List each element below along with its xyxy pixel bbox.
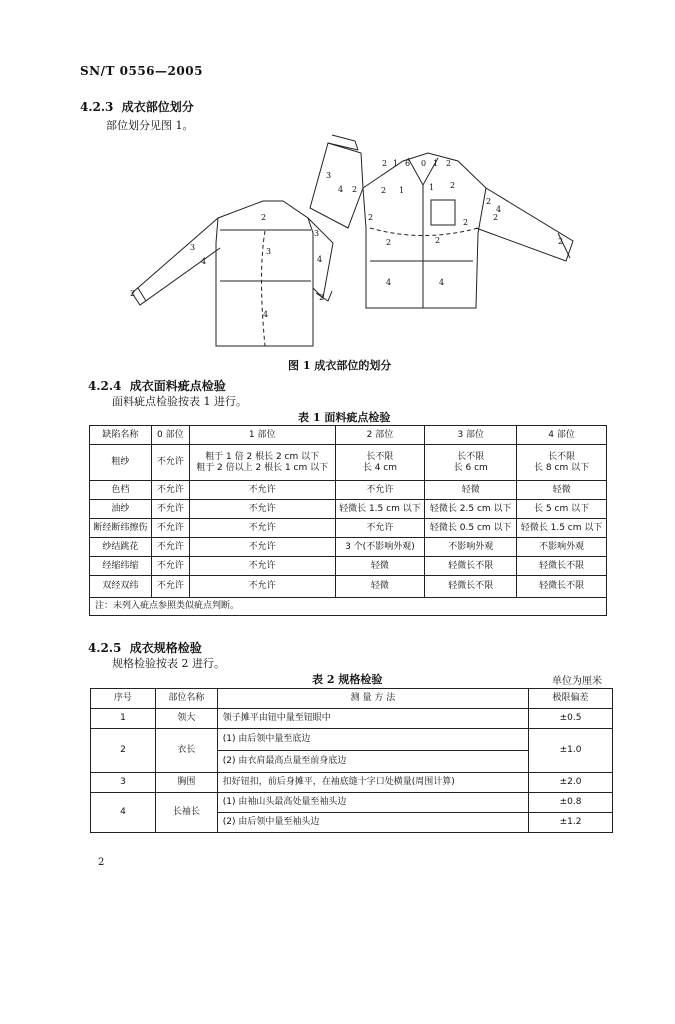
front-waist-line	[370, 228, 478, 236]
table-cell: 断经断纬擦伤	[90, 519, 152, 538]
table-row	[90, 445, 607, 481]
table-row	[90, 557, 607, 576]
tolerance-cell: ±0.5	[529, 709, 613, 729]
table-row	[91, 709, 613, 729]
table-cell: 轻微	[335, 557, 425, 576]
table-cell: 不允许	[151, 519, 189, 538]
table-cell: 不允许	[189, 557, 335, 576]
table-cell: 不允许	[151, 481, 189, 500]
table-cell: 不允许	[335, 481, 425, 500]
table-cell: 轻微长不限	[517, 557, 607, 576]
table-cell: 长不限 长 4 cm	[335, 445, 425, 481]
method-cell: 领子摊平由钮中量至钮眼中	[217, 709, 528, 729]
table-cell: 轻微	[425, 481, 517, 500]
tolerance-cell: ±1.2	[529, 813, 613, 833]
table-cell: 长不限 长 6 cm	[425, 445, 517, 481]
table-row	[90, 538, 607, 557]
table-cell: 油纱	[90, 500, 152, 519]
fabric-defect-table	[89, 425, 607, 616]
section-4-2-5-text: 规格检验按表 2 进行。	[112, 657, 225, 670]
section-number: 4.2.3	[80, 100, 114, 114]
table-row	[91, 793, 613, 813]
table-cell: 轻微长 0.5 cm 以下	[425, 519, 517, 538]
table-cell: 不允许	[189, 481, 335, 500]
table-cell: 不允许	[189, 538, 335, 557]
part-name-cell: 长袖长	[155, 793, 217, 833]
header-cell: 序号	[91, 689, 156, 709]
table-cell: 不允许	[189, 519, 335, 538]
table2-title: 表 2 规格检验	[312, 673, 383, 686]
header-cell: 1 部位	[189, 426, 335, 445]
page-number: 2	[98, 857, 105, 868]
table-cell: 不允许	[151, 445, 189, 481]
size-inspection-table	[90, 688, 613, 833]
table-cell: 经缩纬缩	[90, 557, 152, 576]
table-row	[90, 576, 607, 598]
method-cell: (1) 由后领中量至底边	[217, 729, 528, 751]
part-name-cell: 领大	[155, 709, 217, 729]
header-cell: 部位名称	[155, 689, 217, 709]
method-cell: (1) 由袖山头最高处量至袖头边	[217, 793, 528, 813]
header-cell: 缺陷名称	[90, 426, 152, 445]
back-body-outline	[216, 201, 313, 346]
table-cell: 不允许	[189, 500, 335, 519]
section-title: 成衣部位划分	[121, 100, 194, 114]
table-cell: 3 个(不影响外观)	[335, 538, 425, 557]
method-cell: 扣好钮扣，前后身摊平，在袖底缝十字口处横量(周围计算)	[217, 773, 528, 793]
header-cell: 0 部位	[151, 426, 189, 445]
table-cell: 长不限 长 8 cm 以下	[517, 445, 607, 481]
table-row	[90, 500, 607, 519]
table-header-row	[90, 426, 607, 445]
table-cell: 粗于 1 倍 2 根长 2 cm 以下 粗于 2 倍以上 2 根长 1 cm 以下	[189, 445, 335, 481]
shirt-diagram-figure: 2 3 3 4 2 3 4 4 2 2 1 6 0 1 2 3 4 2 2 1 1 2 2 2 2 2 2 4 2 2 4 4	[118, 133, 578, 353]
method-cell: (2) 由后领中量至袖头边	[217, 813, 528, 833]
row-number-cell: 2	[91, 729, 156, 773]
table-cell: 不影响外观	[517, 538, 607, 557]
table-row	[91, 773, 613, 793]
part-name-cell: 胸围	[155, 773, 217, 793]
table-row	[90, 481, 607, 500]
table-cell: 长 5 cm 以下	[517, 500, 607, 519]
section-4-2-4-heading	[88, 377, 226, 394]
table-cell: 轻微长不限	[425, 576, 517, 598]
table-cell: 不允许	[151, 557, 189, 576]
section-title: 成衣面料疵点检验	[129, 379, 226, 393]
row-number-cell: 3	[91, 773, 156, 793]
figure-caption: 图 1 成衣部位的划分	[288, 359, 392, 372]
shirt-diagram	[118, 133, 578, 353]
header-cell: 极限偏差	[529, 689, 613, 709]
table-cell: 轻微长不限	[517, 576, 607, 598]
table-row	[91, 729, 613, 751]
header-cell: 2 部位	[335, 426, 425, 445]
table-cell: 轻微长 2.5 cm 以下	[425, 500, 517, 519]
section-4-2-3-heading	[80, 98, 194, 115]
section-number: 4.2.4	[88, 379, 122, 393]
table-cell: 不允许	[151, 500, 189, 519]
table-cell: 轻微	[335, 576, 425, 598]
section-4-2-5-heading	[88, 639, 202, 656]
row-number-cell: 4	[91, 793, 156, 833]
section-title: 成衣规格检验	[129, 641, 202, 655]
table2-unit: 单位为厘米	[552, 676, 602, 687]
method-cell: (2) 由衣肩最高点量至前身底边	[217, 751, 528, 773]
header-cell: 3 部位	[425, 426, 517, 445]
table-note: 注：未列入疵点参照类似疵点判断。	[90, 598, 607, 616]
table-cell: 色档	[90, 481, 152, 500]
table-cell: 轻微长不限	[425, 557, 517, 576]
section-4-2-3-text: 部位划分见图 1。	[106, 119, 194, 132]
table-cell: 双经双纬	[90, 576, 152, 598]
table-cell: 纱结跳花	[90, 538, 152, 557]
table-cell: 轻微长 1.5 cm 以下	[335, 500, 425, 519]
table-cell: 轻微	[517, 481, 607, 500]
table-cell: 不允许	[151, 538, 189, 557]
part-name-cell: 衣长	[155, 729, 217, 773]
table-cell: 粗纱	[90, 445, 152, 481]
table-cell: 不影响外观	[425, 538, 517, 557]
tolerance-cell: ±0.8	[529, 793, 613, 813]
table-row	[90, 519, 607, 538]
row-number-cell: 1	[91, 709, 156, 729]
back-left-sleeve	[132, 218, 220, 305]
header-cell: 4 部位	[517, 426, 607, 445]
table1-title: 表 1 面料疵点检验	[298, 411, 391, 424]
section-number: 4.2.5	[88, 641, 122, 655]
tolerance-cell: ±1.0	[529, 729, 613, 773]
tolerance-cell: ±2.0	[529, 773, 613, 793]
standard-code: SN/T 0556—2005	[80, 64, 203, 78]
header-cell: 测 量 方 法	[217, 689, 528, 709]
table-cell: 不允许	[189, 576, 335, 598]
section-4-2-4-text: 面料疵点检验按表 1 进行。	[112, 395, 247, 408]
back-center-line	[262, 231, 266, 346]
table-cell: 轻微长 1.5 cm 以下	[517, 519, 607, 538]
front-pocket	[431, 200, 455, 225]
table-cell: 不允许	[151, 576, 189, 598]
table-header-row	[91, 689, 613, 709]
table-cell: 不允许	[335, 519, 425, 538]
